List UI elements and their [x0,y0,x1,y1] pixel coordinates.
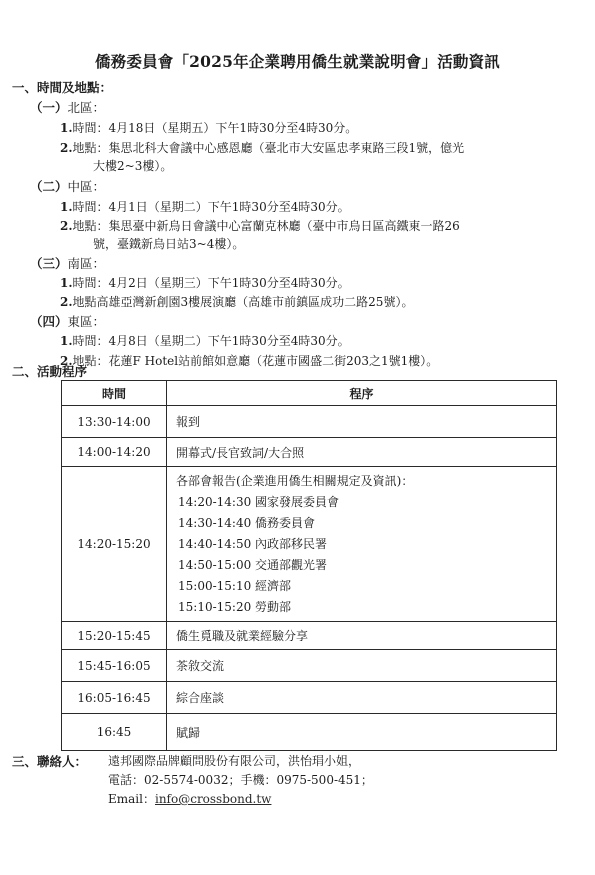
region-north-time [60,119,357,136]
list-index: 2. [60,141,73,155]
list-item: 14:30-14:40 僑務委員會 [178,515,316,530]
region-central-place-text: 地點：集思臺中新烏日會議中心富蘭克林廳（臺中市烏日區高鐵東一路26 [72,219,460,233]
region-north-heading [30,98,105,116]
list-item: 14:20-14:30 國家發展委員會 [178,494,340,509]
email-link[interactable]: info@crossbond.tw [154,792,272,806]
region-south-label: （三） [30,256,68,271]
region-south-time [60,274,350,291]
region-north-label: （一） [30,100,68,115]
contact-email-line [108,790,271,807]
region-south-place-text: 地點高雄亞灣新創園3樓展演廳（高雄市前鎮區成功二路25號）。 [72,295,414,309]
list-item: 15:00-15:10 經濟部 [178,578,292,593]
list-index: 2. [60,354,73,368]
row-time: 13:30-14:00 [62,406,167,438]
region-south-place [60,293,413,310]
table-row [62,650,557,682]
contact-company: 遠邦國際品牌顧問股份有限公司，洪怡琄小姐， [108,754,361,768]
region-central-name: 中區： [67,179,106,194]
list-index: 2. [60,295,73,309]
column-header-time: 時間 [62,381,167,406]
region-east-name: 東區： [67,314,106,329]
contact-phone: 電話：02-5574-0032；手機：0975-500-451； [108,773,373,787]
row-time: 14:20-15:20 [62,467,167,622]
table-row [62,467,557,622]
region-south-heading [30,254,105,272]
region-east-heading [30,312,105,330]
region-east-place-text: 地點：花蓮F Hotel站前館如意廳（花蓮市國盛二街203之1號1樓）。 [72,354,439,368]
region-east-time-text: 時間：4月8日（星期二）下午1時30分至4時30分。 [72,334,350,348]
region-south-time-text: 時間：4月2日（星期三）下午1時30分至4時30分。 [72,276,350,290]
row-time: 15:20-15:45 [62,622,167,650]
row-time: 14:00-14:20 [62,438,167,467]
row-program: 僑生覓職及就業經驗分享 [167,622,557,650]
list-index: 2. [60,219,73,233]
row-time: 15:45-16:05 [62,650,167,682]
region-central-label: （二） [30,179,68,194]
region-north-place [60,139,464,156]
program-table [61,380,557,751]
region-north-place-cont: 大樓2~3樓）。 [93,159,173,173]
row-program: 綜合座談 [167,682,557,714]
region-central-time-text: 時間：4月1日（星期二）下午1時30分至4時30分。 [72,200,350,214]
table-row [62,622,557,650]
table-header-row [62,381,557,406]
list-index: 1. [60,200,73,214]
ministry-report-list [176,471,555,618]
region-central-heading [30,177,105,195]
list-item: 15:10-15:20 勞動部 [178,599,292,614]
section-program-heading: 二、活動程序 [12,364,88,379]
table-row [62,682,557,714]
row-program [167,467,557,622]
region-central-place [60,217,460,234]
list-item: 14:50-15:00 交通部觀光署 [178,557,328,572]
section-time-location-heading: 一、時間及地點： [12,80,113,95]
region-east-time [60,332,350,349]
region-north-place-text: 地點：集思北科大會議中心感恩廳（臺北市大安區忠孝東路三段1號，億光 [72,141,465,155]
row-time: 16:05-16:45 [62,682,167,714]
region-central-time [60,198,350,215]
row-program: 開幕式/長官致詞/大合照 [167,438,557,467]
list-item: 14:40-14:50 內政部移民署 [178,536,328,551]
document-title: 僑務委員會「2025年企業聘用僑生就業說明會」活動資訊 [94,52,501,71]
region-east-label: （四） [30,314,68,329]
region-east-place [60,352,438,369]
row-program: 茶敘交流 [167,650,557,682]
contact-email-label: Email： [108,792,155,806]
row-time: 16:45 [62,714,167,751]
list-index: 1. [60,334,73,348]
column-header-program: 程序 [167,381,557,406]
ministry-report-lead: 各部會報告(企業進用僑生相關規定及資訊)： [176,473,414,488]
list-index: 1. [60,276,73,290]
table-row [62,438,557,467]
list-index: 1. [60,121,73,135]
table-row [62,714,557,751]
region-north-name: 北區： [67,100,106,115]
table-row [62,406,557,438]
region-south-name: 南區： [67,256,106,271]
section-contact-heading: 三、聯絡人： [12,754,88,769]
row-program: 報到 [167,406,557,438]
region-north-time-text: 時間：4月18日（星期五）下午1時30分至4時30分。 [72,121,358,135]
region-central-place-cont: 號，臺鐵新烏日站3~4樓）。 [93,237,245,251]
row-program: 賦歸 [167,714,557,751]
